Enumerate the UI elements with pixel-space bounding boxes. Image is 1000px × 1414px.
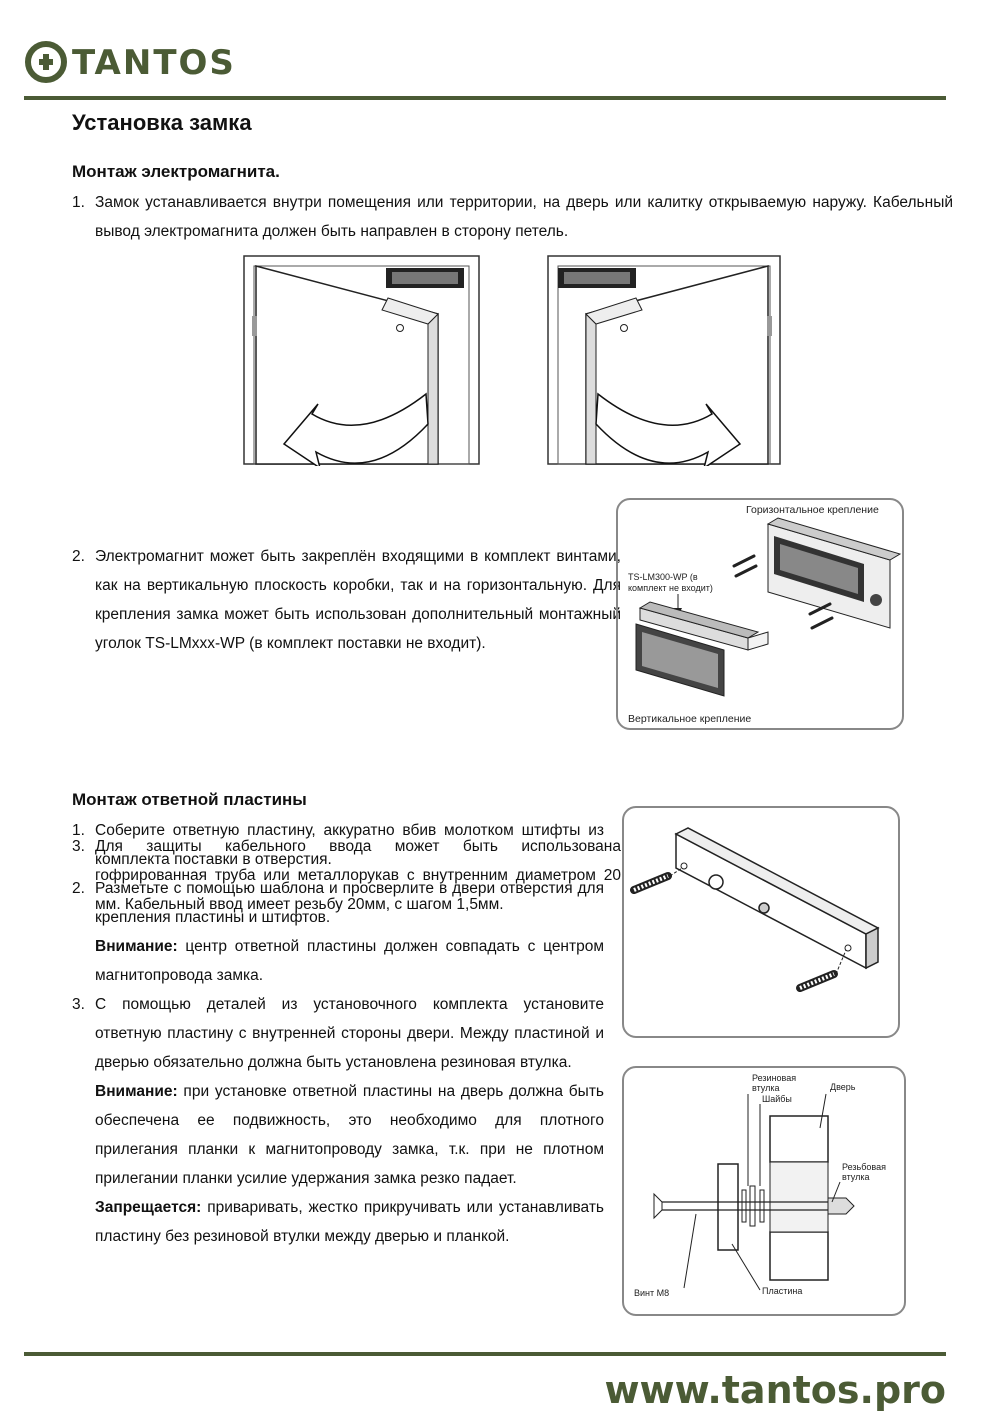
mounting-diagram: [616, 498, 904, 730]
plate-label: Пластина: [762, 1286, 803, 1296]
list-number: 1.: [72, 194, 85, 211]
attention-label: Внимание:: [95, 1083, 178, 1100]
strike-plate-diagram: [622, 806, 900, 1038]
bracket-label-line2: комплект не входит): [628, 583, 713, 593]
brand-logo: [24, 40, 264, 86]
brand-name: TANTOS: [72, 43, 236, 83]
forbidden-note: [95, 1193, 604, 1251]
cross-section-diagram: [622, 1066, 906, 1316]
section-heading-strike-plate: Монтаж ответной пластины: [72, 790, 307, 809]
screw-m8-label: Винт М8: [634, 1288, 670, 1298]
forbidden-label: Запрещается:: [95, 1199, 202, 1216]
list-number: 2.: [72, 880, 85, 897]
mounting-illustration: [618, 500, 902, 728]
footer-divider: [24, 1352, 946, 1356]
list-number: 3.: [72, 996, 85, 1013]
tantos-logo-icon: [24, 40, 68, 84]
rubber-bushing-label-line2: втулка: [752, 1083, 780, 1093]
section-heading-electromagnet: Монтаж электромагнита.: [72, 162, 280, 181]
list-text: С помощью деталей из установочного комплекта установите ответную пластину с внутренней стороны двери. Между пластиной и дверью обязательно должна быть установлена резиновая втулка.: [95, 996, 604, 1071]
attention-text: центр ответной пластины должен совпадать с центром магнитопровода замка.: [95, 938, 604, 984]
attention-label: Внимание:: [95, 938, 178, 955]
attention-note: [95, 932, 604, 990]
vertical-mount-label: Вертикальное крепление: [628, 713, 752, 725]
rubber-bushing-label-line1: Резиновая: [752, 1073, 797, 1083]
threaded-bushing-label-line2: втулка: [842, 1172, 870, 1182]
horizontal-mount-label: Горизонтальное крепление: [746, 504, 879, 516]
strike-plate-illustration: [624, 808, 898, 1036]
forbidden-text: приваривать, жестко прикручивать или устанавливать пластину без резиновой втулки между дверью и планкой.: [95, 1199, 604, 1245]
attention-text: при установке ответной пластины на дверь должна быть обеспечена ее подвижность, это необходимо для плотного прилегания планки к магнитопроводу замка, т.к. при не плотном прилегании планки усилие удержания замка резко падает.: [95, 1083, 604, 1187]
list-item: [72, 542, 621, 658]
list-item: [72, 874, 604, 990]
list-text: Замок устанавливается внутри помещения или территории, на дверь или калитку открываемую наружу. Кабельный вывод электромагнита должен быть направлен в сторону петель.: [95, 194, 953, 240]
list-text: Разметьте с помощью шаблона и просверлите в двери отверстия для крепления пластины и штифтов.: [95, 880, 604, 926]
cross-section-illustration: [624, 1068, 904, 1314]
list-text: Электромагнит может быть закреплён входящими в комплект винтами, как на вертикальную плоскость коробки, так и на горизонтальную. Для крепления замка может быть использован дополнительный монтажный уголок TS-LMxxx-WP (в комплект поставки не входит).: [95, 548, 621, 652]
list-text: Соберите ответную пластину, аккуратно вбив молотком штифты из комплекта поставки в отверстия.: [95, 822, 604, 868]
header-divider: [24, 96, 946, 100]
washers-label: Шайбы: [762, 1094, 792, 1104]
list-item: [72, 188, 953, 246]
threaded-bushing-label-line1: Резьбовая: [842, 1162, 886, 1172]
list-text: Для защиты кабельного ввода может быть использована гофрированная труба или металлорукав с внутренним диаметром 20 мм. Кабельный ввод имеет резьбу 20мм, с шагом 1,5мм.: [95, 838, 621, 913]
website-link[interactable]: www.tantos.pro: [604, 1368, 946, 1412]
list-number: 2.: [72, 548, 85, 565]
right-door-figure: [548, 256, 780, 466]
door-label: Дверь: [830, 1082, 856, 1092]
left-door-figure: [244, 256, 479, 466]
list-item: [72, 990, 604, 1251]
list-number: 1.: [72, 822, 85, 839]
bracket-label-line1: TS-LM300-WP (в: [628, 572, 698, 582]
attention-note: [95, 1077, 604, 1193]
door-opening-diagram: [242, 254, 782, 466]
list-item: [72, 816, 604, 874]
page-title: Установка замка: [72, 110, 252, 135]
list-number: 3.: [72, 838, 85, 855]
strike-plate-instructions: [72, 816, 604, 1251]
